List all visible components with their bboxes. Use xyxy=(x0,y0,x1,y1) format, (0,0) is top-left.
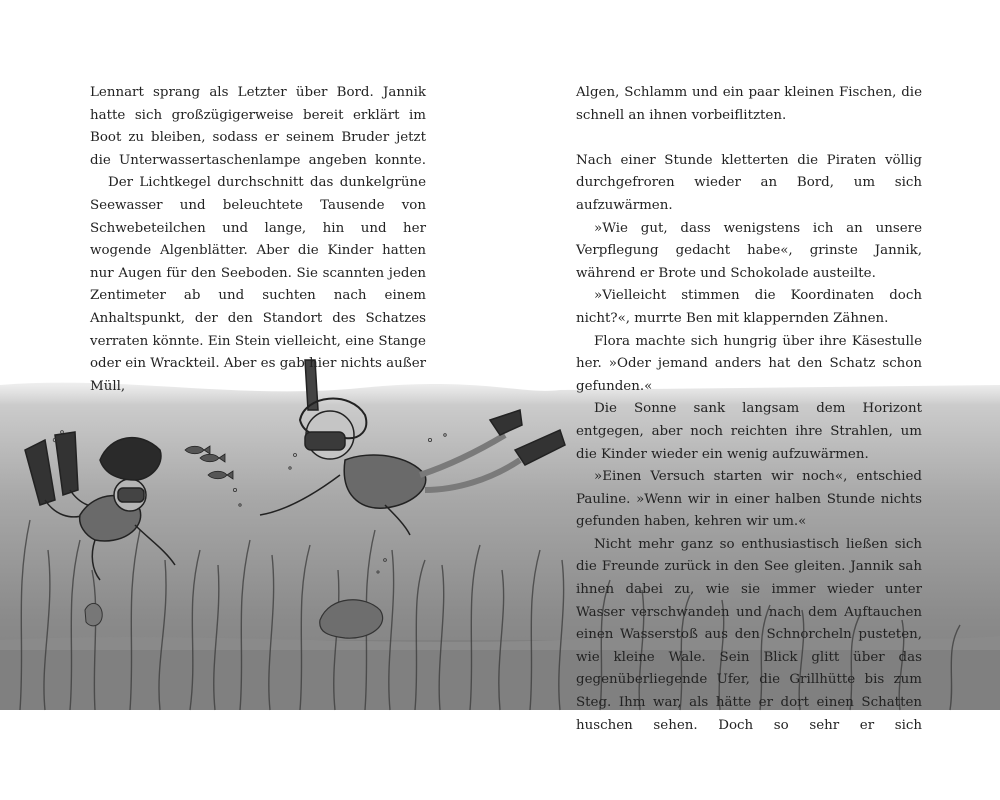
paragraph: Die Sonne sank langsam dem Horizont entgegen, aber noch reichten ihre Strahlen, um die Kinder wieder ein wenig aufzuwärmen. xyxy=(576,401,922,462)
paragraph: Flora machte sich hungrig über ihre Käsestulle her. »Oder jemand anders hat den Schatz schon gefunden.« xyxy=(576,333,922,394)
paragraph: »Einen Versuch starten wir noch«, entschied Pauline. »Wenn wir in einer halben Stunde nichts gefunden haben, kehren wir um.« xyxy=(576,469,922,530)
paragraph: Lennart sprang als Letzter über Bord. Jannik hatte sich großzügigerweise bereit erklärt im Boot zu bleiben, sodass er seinem Bruder jetzt die Unterwassertaschenlampe angeben konnte. xyxy=(90,85,426,168)
left-page-text xyxy=(90,82,426,398)
paragraph: Der Lichtkegel durchschnitt das dunkelgrüne Seewasser und beleuchtete Tausende von Schwebeteilchen und lange, hin und her wogende Algenblätter. Aber die Kinder hatten nur Augen für den Seeboden. Sie scannten jeden Zentimeter ab und suchten nach einem Anhaltspunkt, der den Standort des Schatzes verraten könnte. Ein Stein vielleicht, eine Stange oder ein Wrackteil. Aber es gab hier nichts außer Müll, xyxy=(90,175,427,394)
paragraph: Algen, Schlamm und ein paar kleinen Fischen, die schnell an ihnen vorbeiflitzten. xyxy=(576,85,922,123)
paragraph: Nach einer Stunde kletterten die Piraten völlig durchgefroren wieder an Bord, um sich aufzuwärmen. xyxy=(576,152,922,213)
right-page-text xyxy=(576,82,922,737)
paragraph: »Wie gut, dass wenigstens ich an unsere Verpflegung gedacht habe«, grinste Jannik, während er Brote und Schokolade austeilte. xyxy=(576,220,922,281)
paragraph: Nicht mehr ganz so enthusiastisch ließen sich die Freunde zurück in den See gleiten. Jannik sah ihnen dabei zu, wie sie immer wieder unter Wasser verschwanden und nach dem Auftauchen einen Wasserstoß aus den Schnorcheln pusteten, wie kleine Wale. Sein Blick glitt über das gegenüberliegende Ufer, die Grillhütte bis zum Steg. Ihm war, als hätte er dort einen Schatten huschen sehen. Doch so sehr er sich xyxy=(576,536,922,733)
paragraph: »Vielleicht stimmen die Koordinaten doch nicht?«, murrte Ben mit klappernden Zähnen. xyxy=(576,288,922,326)
